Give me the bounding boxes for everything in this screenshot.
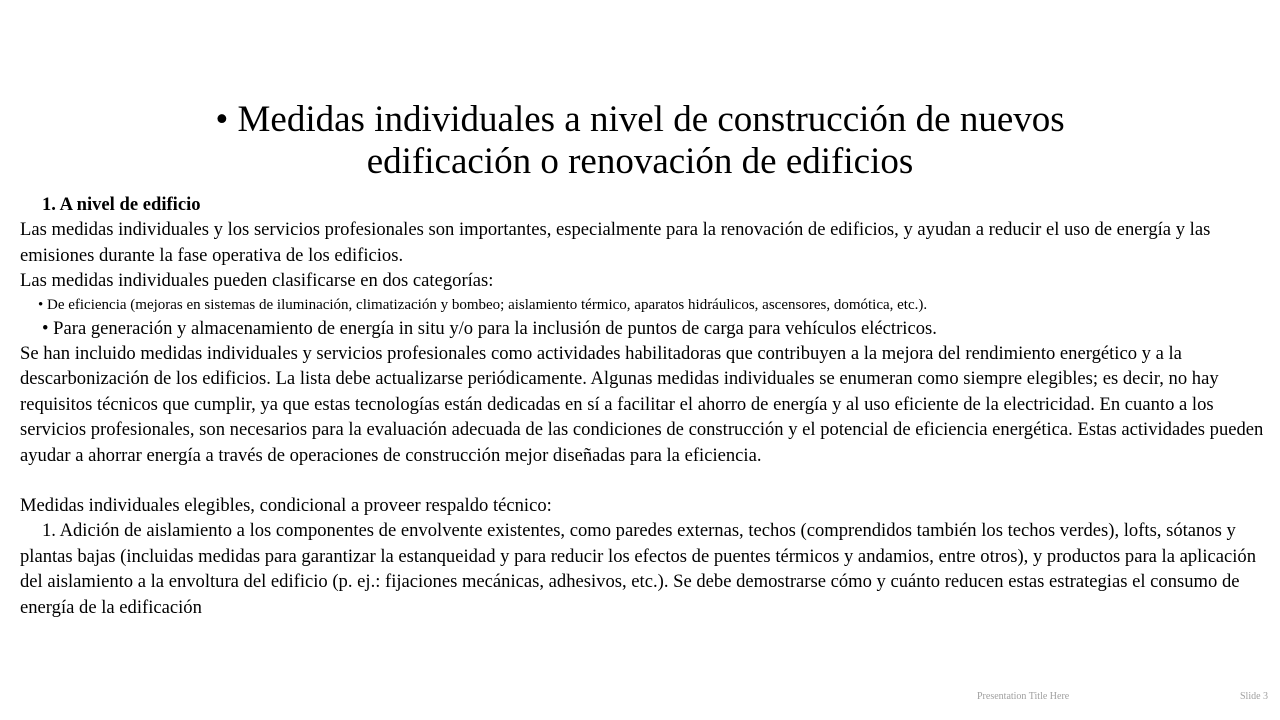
numbered-item-1: 1. Adición de aislamiento a los componentes de envolvente existentes, como paredes externas, techos (comprendidos también los techos verdes), lofts, sótanos y plantas bajas (incluidas medidas para garantizar la estanqueidad y para reducir los efectos de puentes térmicos y andamios, entre otros), y productos para la aplicación del aislamiento a la envoltura del edificio (p. ej.: fijaciones mecánicas, adhesivos, etc.). Se debe demostrarse cómo y cuánto reducen estas estrategias el consumo de energía de la edificación — [20, 520, 1257, 618]
paragraph-eligible-measures: Medidas individuales elegibles, condicional a proveer respaldo técnico: — [20, 495, 552, 517]
footer-presentation-title: Presentation Title Here — [977, 691, 1070, 702]
paragraph-gap — [20, 468, 1276, 493]
bullet-efficiency: • De eficiencia (mejoras en sistemas de iluminación, climatización y bombeo; aislamiento térmico, aparatos hidráulicos, ascensores, domótica, etc.). — [38, 296, 928, 313]
paragraph-categories: Las medidas individuales pueden clasificarse en dos categorías: — [20, 270, 494, 292]
paragraph-intro: Las medidas individuales y los servicios profesionales son importantes, especialmente para la renovación de edificios, y ayudan a reducir el uso de energía y las emisiones durante la fase operativa de los edificios. — [20, 219, 1211, 266]
title-line-1: • Medidas individuales a nivel de construcción de nuevos — [215, 99, 1065, 140]
slide-body — [20, 192, 1276, 620]
footer-slide-number: Slide 3 — [1240, 691, 1269, 702]
slide-title — [100, 99, 1180, 183]
paragraph-enabling-activities: Se han incluido medidas individuales y servicios profesionales como actividades habilitadoras que contribuyen a la mejora del rendimiento energético y a la descarbonización de los edificios. La lista debe actualizarse periódicamente. Algunas medidas individuales se enumeran como siempre elegibles; es decir, no hay requisitos técnicos que cumplir, ya que estas tecnologías están dedicadas en sí a facilitar el ahorro de energía y al uso eficiente de la electricidad. En cuanto a los servicios profesionales, son necesarios para la evaluación adecuada de las condiciones de construcción y el potencial de eficiencia energética. Estas actividades pueden ayudar a ahorrar energía a través de operaciones de construcción mejor diseñadas para la eficiencia. — [20, 343, 1264, 466]
title-line-2: edificación o renovación de edificios — [366, 141, 914, 182]
bullet-generation: • Para generación y almacenamiento de energía in situ y/o para la inclusión de puntos de carga para vehículos eléctricos. — [42, 317, 937, 339]
section-heading: 1. A nivel de edificio — [42, 194, 201, 215]
